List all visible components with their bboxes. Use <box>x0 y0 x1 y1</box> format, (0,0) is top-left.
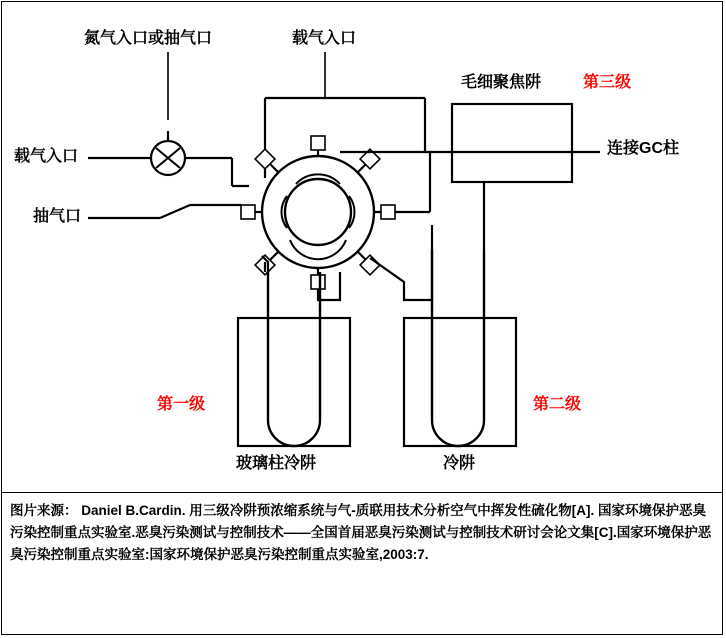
label-glass-column-cold-trap: 玻璃柱冷阱 <box>236 455 317 472</box>
label-capillary-focusing-trap: 毛细聚焦阱 <box>461 74 542 91</box>
label-cold-trap: 冷阱 <box>443 455 476 472</box>
label-carrier-gas-inlet-top: 载气入口 <box>292 30 357 47</box>
valve-inner-ring <box>285 179 351 245</box>
stage-two-u-tube <box>432 250 484 446</box>
valve-outer-ring <box>262 156 374 268</box>
label-stage-three: 第三级 <box>583 74 632 91</box>
label-carrier-gas-inlet-left: 载气入口 <box>14 148 79 165</box>
stage-one-dewar <box>238 318 350 446</box>
figure-caption: 图片来源： Daniel B.Cardin. 用三级冷阱预浓缩系统与气-质联用技术分析空气中挥发性硫化物[A]. 国家环境保护恶臭污染控制重点实验室.恶臭污染测试与控制技术——全国首届恶臭污染测试与控制技术研讨会论文集[C].国家环境保护恶臭污染控制重点实验室:国家环境保护恶臭污染控制重点实验室,2003:7. <box>10 503 712 562</box>
stage-one-u-tube <box>268 272 320 446</box>
label-nitrogen-inlet: 氮气入口或抽气口 <box>84 30 213 47</box>
capillary-trap-box <box>452 104 572 182</box>
label-stage-two: 第二级 <box>533 396 582 413</box>
stage-two-dewar <box>404 318 516 446</box>
label-connect-gc-column: 连接GC柱 <box>607 140 680 157</box>
label-stage-one: 第一级 <box>157 396 206 413</box>
label-pump-port-left: 抽气口 <box>33 208 82 225</box>
caption-divider <box>2 492 722 493</box>
